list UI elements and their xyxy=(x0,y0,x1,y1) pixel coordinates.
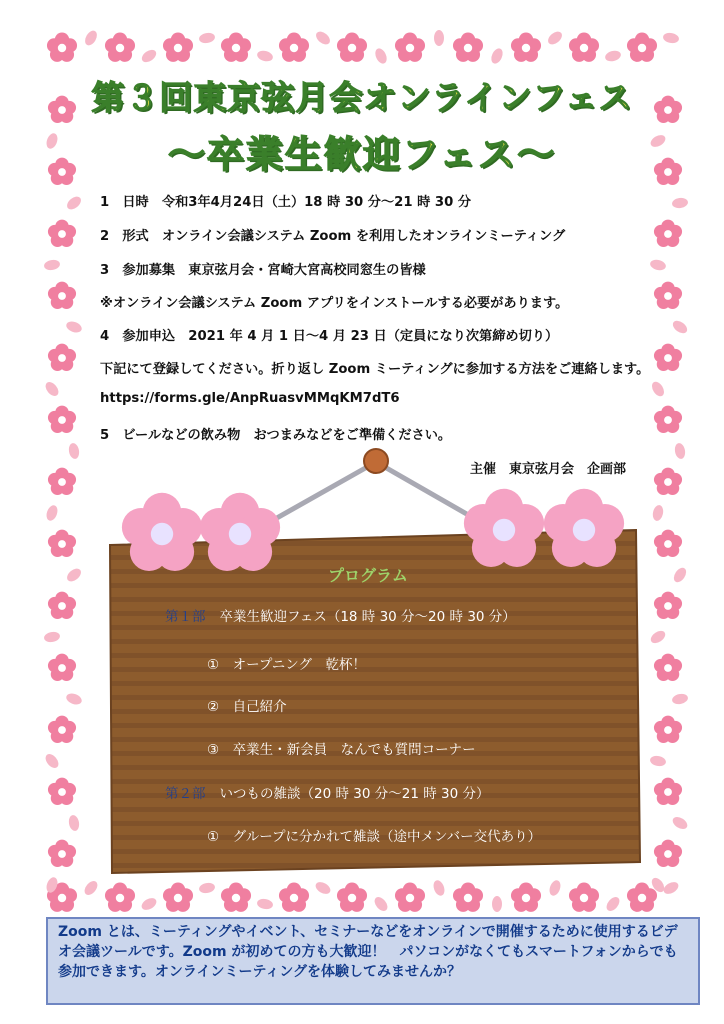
sakura-flower-icon xyxy=(200,493,280,571)
program-item: ② 自己紹介 xyxy=(207,699,287,715)
organizer: 主催 東京弦月会 企画部 xyxy=(470,462,627,477)
sakura-flower-icon xyxy=(122,493,202,571)
info-zoom-note: ※オンライン会議システム Zoom アプリをインストールする必要があります。 xyxy=(100,296,569,311)
event-title: 第３回東京弦月会オンラインフェス xyxy=(91,78,633,117)
part1-label: 第１部 xyxy=(165,609,206,625)
info-register-note: 下記にて登録してください。折り返し Zoom ミーティングに参加する方法をご連絡します。 xyxy=(100,362,650,377)
program-heading: プログラム xyxy=(328,566,408,585)
program-part1 xyxy=(165,605,516,625)
info-format: 2 形式 オンライン会議システム Zoom を利用したオンラインミーティング xyxy=(100,229,566,244)
info-application: 4 参加申込 2021 年 4 月 1 日～4 月 23 日（定員になり次第締め切り） xyxy=(100,329,559,344)
sakura-flower-icon xyxy=(544,489,624,567)
program-item: ① グループに分かれて雑談（途中メンバー交代あり） xyxy=(207,829,542,845)
program-part2 xyxy=(165,782,489,802)
registration-link[interactable]: https://forms.gle/AnpRuasvMMqKM7dT6 xyxy=(100,391,400,406)
program-item: ① オープニング 乾杯！ xyxy=(207,657,366,673)
part1-text: 卒業生歓迎フェス（18 時 30 分～20 時 30 分） xyxy=(219,609,516,625)
info-recruitment: 3 参加募集 東京弦月会・宮崎大宮高校同窓生の皆様 xyxy=(100,263,426,278)
info-datetime: 1 日時 令和3年4月24日（土）18 時 30 分～21 時 30 分 xyxy=(100,195,472,210)
program-item: ③ 卒業生・新会員 なんでも質問コーナー xyxy=(207,742,476,758)
part2-text: いつもの雑談（20 時 30 分～21 時 30 分） xyxy=(219,786,490,802)
part2-label: 第２部 xyxy=(165,786,206,802)
sakura-flower-icon xyxy=(464,489,544,567)
zoom-description: Zoom とは、ミーティングやイベント、セミナーなどをオンラインで開催するために使用するビデオ会議ツールです。Zoom が初めての方も大歓迎！ パソコンがなくてもスマートフォンからでも参加できます。オンラインミーティングを体験してみませんか？ xyxy=(46,917,700,1005)
event-subtitle: ～卒業生歓迎フェス～ xyxy=(167,133,557,176)
info-drinks: 5 ビールなどの飲み物 おつまみなどをご準備ください。 xyxy=(100,428,452,443)
